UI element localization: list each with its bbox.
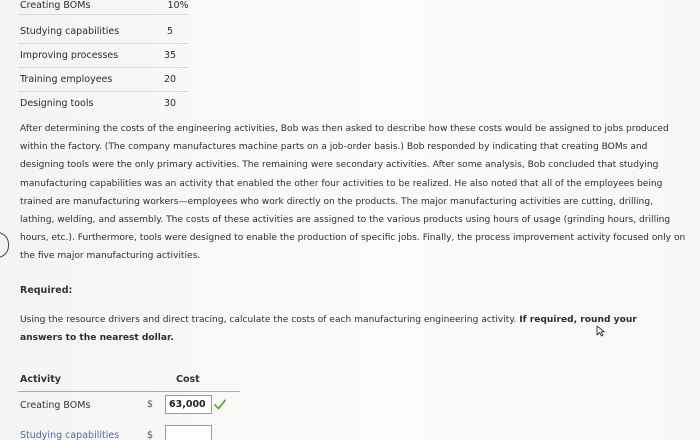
cost-input-creating-boms[interactable]: 63,000 [165, 395, 212, 414]
top-table-header-value: 10% [167, 0, 189, 11]
top-table-row [0, 93, 260, 117]
top-table-row-value: 5 [166, 26, 174, 37]
check-icon [214, 399, 226, 410]
pointer-cursor-icon [596, 325, 608, 337]
currency-symbol: $ [147, 430, 154, 440]
top-table-row-label: Designing tools [20, 98, 94, 109]
divider [18, 14, 188, 15]
instruction-rounding-note: If required, round your answers to the nearest dollar. [20, 315, 637, 343]
required-label: Required: [20, 285, 73, 296]
currency-symbol: $ [147, 399, 154, 410]
cost-input-studying-capabilities[interactable] [165, 425, 212, 440]
problem-paragraph: After determining the costs of the engineering activities, Bob was then asked to describe how these costs would be assigned to jobs produced within the factory. (The company manufactures machine parts on a job-order basis.) Bob responded by indicating that creating BOMs and designing tools were the only primary activities. The remaining were secondary activities. After some analysis, Bob concluded that studying manufacturing capabilities was an activity that enabled the other four activities to be realized. He also noted that all of the employees being trained are manufacturing workers—employees who work directly on the products. The major manufacturing activities are cutting, drilling, lathing, welding, and assembly. The costs of these activities are assigned to the various products using hours of usage (grinding hours, drilling hours, etc.). Furthermore, tools were designed to enable the production of specific jobs. Finally, the process improvement activity focused only on the five major manufacturing activities. [20, 124, 686, 262]
top-table-row [0, 21, 260, 45]
top-table-row-value: 20 [163, 74, 177, 85]
divider [18, 43, 188, 44]
cost-column-header: Cost [176, 374, 200, 385]
scroll-bracket-icon [0, 232, 9, 258]
top-table-row-value: 30 [163, 98, 177, 109]
answer-row-label: Creating BOMs [20, 400, 91, 411]
activity-column-header: Activity [20, 374, 61, 385]
top-table-row-label: Improving processes [20, 50, 119, 61]
divider [18, 67, 188, 68]
top-table-row-value: 35 [163, 50, 177, 61]
header-divider [18, 391, 240, 392]
top-table-header-label: Creating BOMs [20, 0, 91, 11]
top-table-row-label: Training employees [20, 74, 113, 85]
instruction-main: Using the resource drivers and direct tracing, calculate the costs of each manufacturing engineering activity. [20, 315, 517, 325]
answer-row-label-partial: Studying capabilities [20, 430, 120, 440]
top-table-row-label: Studying capabilities [20, 26, 120, 37]
divider [18, 91, 188, 92]
instruction-text [20, 311, 670, 347]
top-table-row [0, 69, 260, 93]
top-table-row [0, 45, 260, 69]
